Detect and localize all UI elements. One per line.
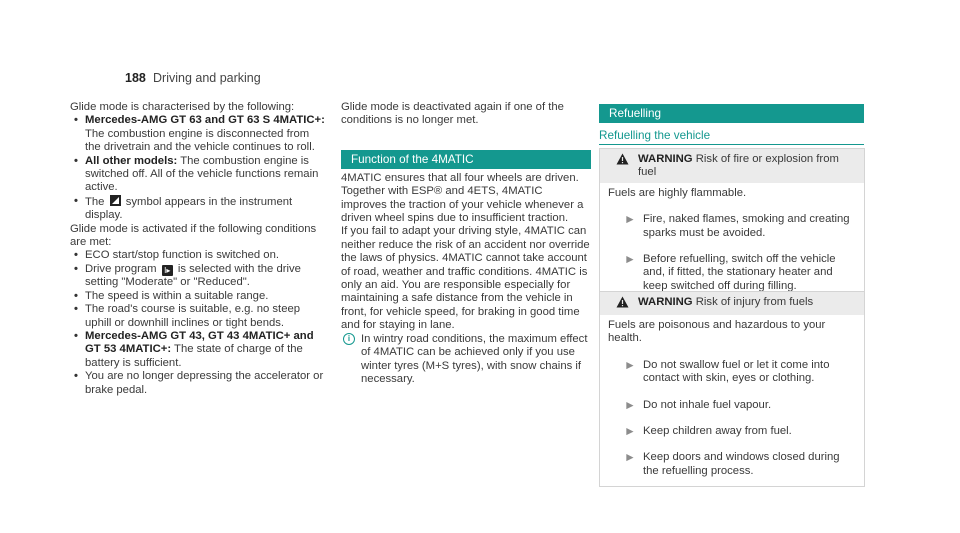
activation-intro: Glide mode is activated if the following conditions are met: (70, 222, 317, 249)
subheading-refuelling-vehicle: Refuelling the vehicle (599, 129, 864, 145)
column-glide-mode (70, 101, 326, 397)
drive-program-icon: I▸ (162, 265, 173, 276)
warning-text: Fuels are poisonous and hazardous to your health. (608, 319, 826, 345)
warning-box-injury (599, 291, 865, 487)
list-item: • You are no longer depressing the accelerator or brake pedal. (70, 370, 326, 397)
column-4matic (341, 101, 591, 386)
arrow-right-icon: ► (624, 450, 636, 465)
list-item: • Mercedes-AMG GT 63 and GT 63 S 4MATIC+: The combustion engine is disconnected from the drivetrain and the vehicle continues to roll. (70, 114, 326, 154)
warning-triangle-icon (616, 296, 629, 312)
warning-text: Fuels are highly flammable. (608, 186, 747, 199)
list-item: ► Before refuelling, switch off the vehicle and, if fitted, the stationary heater and keep switched off during filling. (624, 252, 836, 292)
list-item: ► Keep children away from fuel. (624, 424, 792, 439)
page-header (125, 72, 261, 86)
arrow-right-icon: ► (624, 212, 636, 227)
list-item: • Mercedes-AMG GT 43, GT 43 4MATIC+ and GT 53 4MATIC+: The state of charge of the battery is sufficient. (70, 330, 326, 370)
section-heading-4matic: Function of the 4MATIC (341, 150, 591, 169)
list-item: • Drive program I▸ is selected with the drive setting "Moderate" or "Reduced". (70, 263, 326, 290)
activation-conditions-list (70, 249, 326, 396)
glide-features-list (70, 114, 326, 222)
warning-title: Risk of fire or explosion from fuel (638, 153, 839, 179)
paragraph: 4MATIC ensures that all four wheels are driven. (341, 171, 579, 184)
list-item: • The speed is within a suitable range. (70, 290, 326, 303)
glide-deactivated: Glide mode is deactivated again if one of the conditions is no longer met. (341, 101, 564, 127)
list-item: ► Keep doors and windows closed during the refuelling process. (624, 450, 840, 477)
arrow-right-icon: ► (624, 357, 636, 372)
info-icon: i (343, 333, 355, 345)
warning-label: WARNING (638, 296, 693, 308)
list-item: • The road's course is suitable, e.g. no steep uphill or downhill inclines or tight bends. (70, 303, 326, 330)
paragraph: If you fail to adapt your driving style, 4MATIC can neither reduce the risk of an accident nor override the laws of physics. 4MATIC cannot take account of road, weather and traffic conditions. 4MATIC is only an aid. You are responsible especially for maintaining a safe distance from the vehicle in front, for vehicle speed, for braking in good time and for staying in lane. (341, 225, 590, 332)
list-item: • ECO start/stop function is switched on. (70, 249, 326, 262)
info-note: i In wintry road conditions, the maximum effect of 4MATIC can be achieved only if you use winter tyres (M+S tyres), with snow chains if necessary. (341, 333, 591, 387)
section-heading-refuelling: Refuelling (599, 104, 864, 123)
arrow-right-icon: ► (624, 397, 636, 412)
list-item: • The symbol appears in the instrument display. (70, 195, 326, 223)
list-item: ► Fire, naked flames, smoking and creating sparks must be avoided. (624, 212, 850, 239)
warning-triangle-icon (616, 153, 629, 169)
page-number: 188 (125, 71, 146, 85)
glide-symbol-icon (110, 195, 121, 206)
warning-title: Risk of injury from fuels (695, 296, 814, 308)
paragraph: Together with ESP® and 4ETS, 4MATIC improves the traction of your vehicle whenever a driven wheel spins due to insufficient traction. (341, 185, 584, 225)
section-title: Driving and parking (153, 71, 261, 85)
warning-header (600, 149, 864, 183)
column-refuelling (599, 104, 864, 145)
warning-label: WARNING (638, 153, 693, 165)
arrow-right-icon: ► (624, 252, 636, 267)
list-item: • All other models: The combustion engine is switched off. All of the vehicle functions remain active. (70, 155, 326, 195)
warning-body (600, 315, 864, 486)
list-item: ► Do not swallow fuel or let it come into contact with skin, eyes or clothing. (624, 357, 830, 385)
glide-intro: Glide mode is characterised by the following: (70, 101, 295, 113)
warning-body (600, 183, 864, 301)
list-item: ► Do not inhale fuel vapour. (624, 397, 772, 412)
warning-header (600, 292, 864, 315)
warning-box-fire (599, 148, 865, 302)
arrow-right-icon: ► (624, 424, 636, 439)
